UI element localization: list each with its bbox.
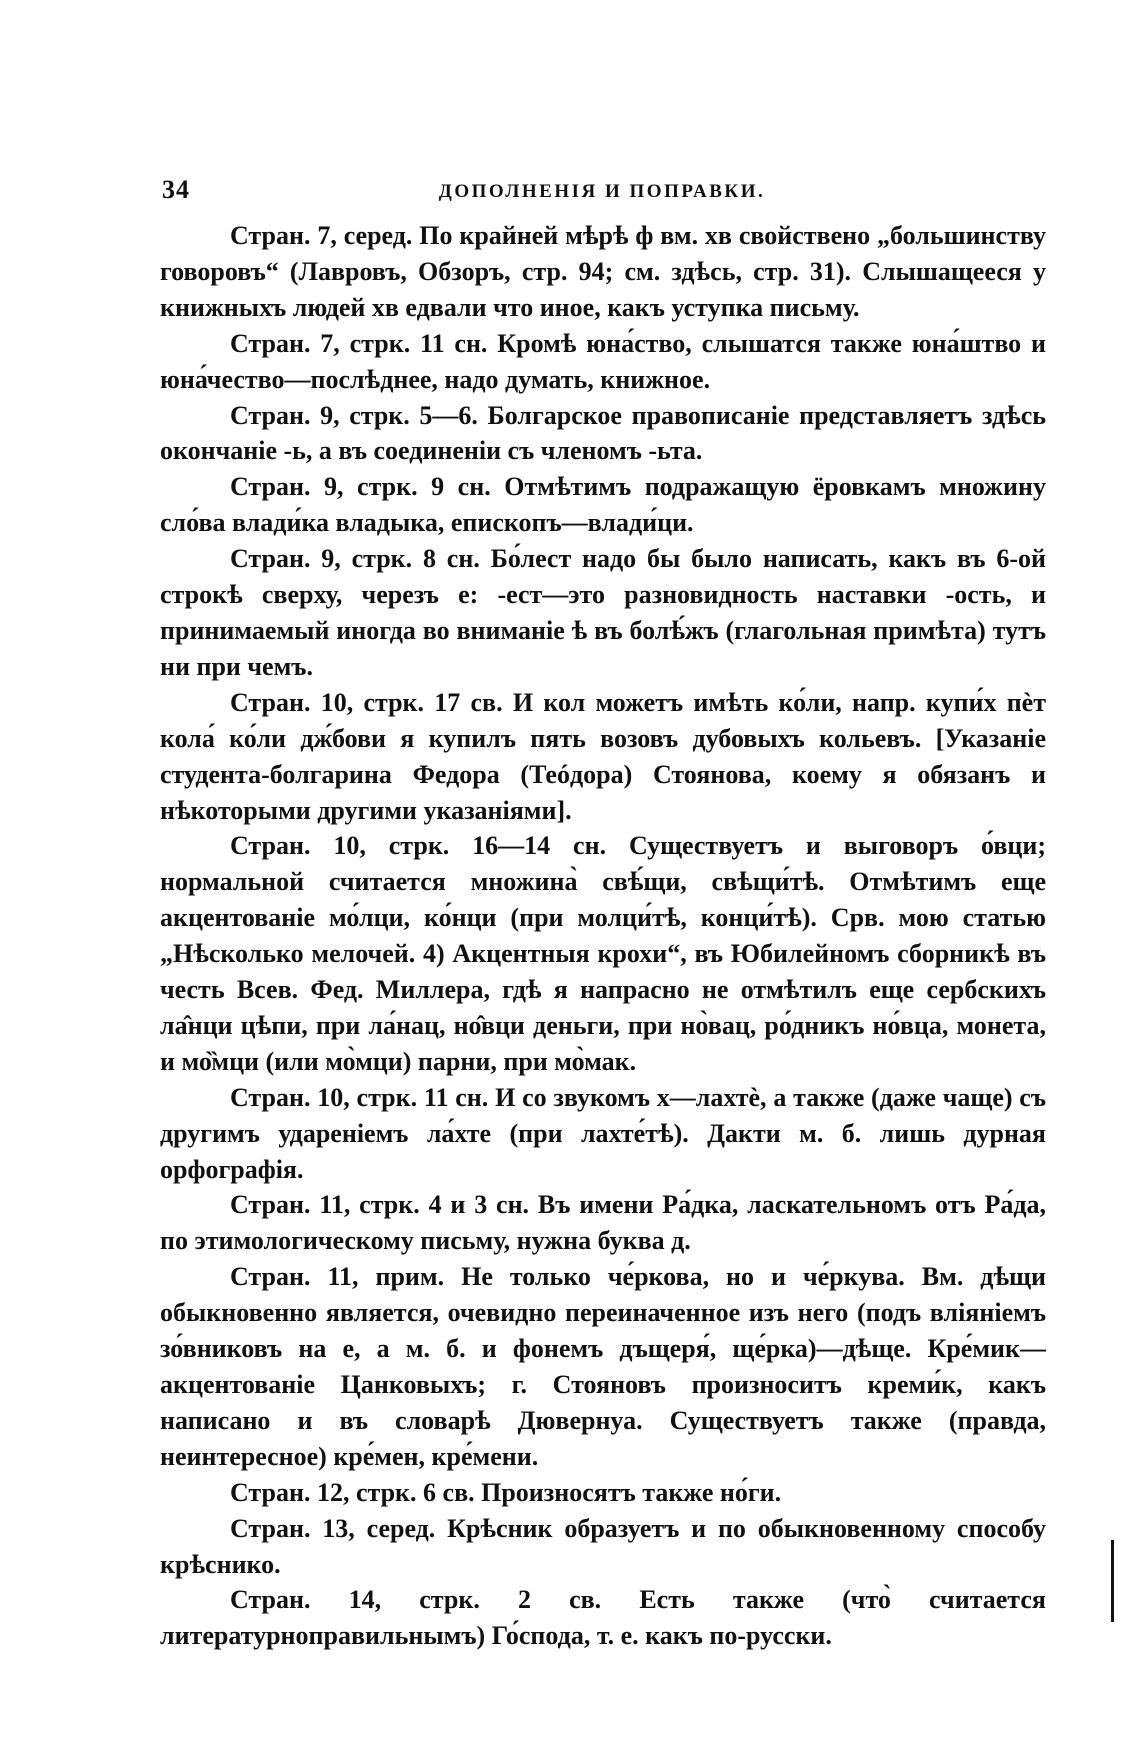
page-number: 34	[162, 175, 190, 204]
correction-entry: Стран. 7, серед. По крайней мѣрѣ ф вм. хв свойствено „большинству говоровъ“ (Лавровъ, Обзоръ, стр. 94; см. здѣсь, стр. 31). Слышащееся у книжныхъ людей хв едвали что иное, какъ уступка письму.	[160, 221, 1046, 322]
correction-entry: Стран. 9, стрк. 8 сн. Бо́лест надо бы было написать, какъ въ 6-ой строкѣ сверху, черезъ е: -ест—это разновидность наставки -ость, и принимаемый иногда во вниманіе ѣ въ болѣ́жъ (глагольная примѣта) тутъ ни при чемъ.	[160, 544, 1046, 681]
correction-entry: Стран. 12, стрк. 6 св. Произносятъ также но́ги.	[230, 1477, 782, 1507]
running-head: ДОПОЛНЕНІЯ И ПОПРАВКИ.	[438, 181, 766, 202]
correction-entry: Стран. 9, стрк. 5—6. Болгарское правописаніе представляетъ здѣсь окончаніе -ь, а въ соединеніи съ членомъ -ьта.	[160, 400, 1046, 466]
correction-entry: Стран. 10, стрк. 17 св. И кол можетъ имѣть ко́ли, напр. купи́х пѐт кола́ ко́ли дж́бови я купилъ пять возовъ дубовыхъ кольевъ. [Указаніе студента-болгарина Федора (Теóдора) Стоянова, коему я обязанъ и нѣкоторыми другими указаніями].	[160, 687, 1046, 825]
correction-entry: Стран. 11, стрк. 4 и 3 сн. Въ имени Ра́дка, ласкательномъ отъ Ра́да, по этимологическому письму, нужна буква д.	[160, 1190, 1046, 1256]
correction-entry: Стран. 11, прим. Не только че́ркова, но и че́ркува. Вм. дѣщи обыкновенно является, очевидно переиначенное изъ него (подъ вліяніемъ зо́вниковъ на е, а м. б. и фонемъ дъщеря́, ще́рка)—дѣще. Кре́мик—акцентованіе Цанковыхъ; г. Стояновъ произноситъ креми́к, какъ написано и въ словарѣ Дювернуа. Существуетъ также (правда, неинтересное) кре́мен, кре́мени.	[160, 1262, 1046, 1471]
margin-rule	[1111, 1540, 1114, 1622]
correction-entry: Стран. 13, серед. Крѣсник образуетъ и по обыкновенному способу крѣснико.	[160, 1513, 1046, 1579]
page-header	[162, 175, 1042, 215]
correction-entry: Стран. 10, стрк. 16—14 сн. Существуетъ и выговоръ о́вци; нормальной считается множина̀ свѣ́щи, свѣщи́тѣ. Отмѣтимъ еще акцентованіе мо́лци, ко́нци (при молци́тѣ, конци́тѣ). Срв. мою статью „Нѣсколько мелочей. 4) Акцентныя крохи“, въ Юбилейномъ сборникѣ въ честь Всев. Фед. Миллера, гдѣ я напрасно не отмѣтилъ еще сербскихъ ла̂нци цѣпи, при ла́нац, но̂вци деньги, при но̀вац, ро́дникъ но́вца, монета, и мо̏мци (или мо̀мци) парни, при мо̀мак.	[160, 831, 1046, 1076]
corrections-text	[160, 218, 1046, 1654]
correction-entry: Стран. 14, стрк. 2 св. Есть также (что̀ считается литературноправильнымъ) Го́спода, т. е. какъ по-русски.	[160, 1585, 1046, 1651]
correction-entry: Стран. 7, стрк. 11 сн. Кромѣ юна́ство, слышатся также юна́штво и юна́чество—послѣднее, надо думать, книжное.	[160, 328, 1046, 394]
correction-entry: Стран. 10, стрк. 11 сн. И со звукомъ х—лахтѐ, а также (даже чаще) съ другимъ удареніемъ ла́хте (при лахте́тѣ). Дакти м. б. лишь дурная орфографія.	[160, 1082, 1046, 1184]
correction-entry: Стран. 9, стрк. 9 сн. Отмѣтимъ подражащую ёровкамъ множину сло́ва влади́ка владыка, епископъ—влади́ци.	[160, 472, 1046, 538]
